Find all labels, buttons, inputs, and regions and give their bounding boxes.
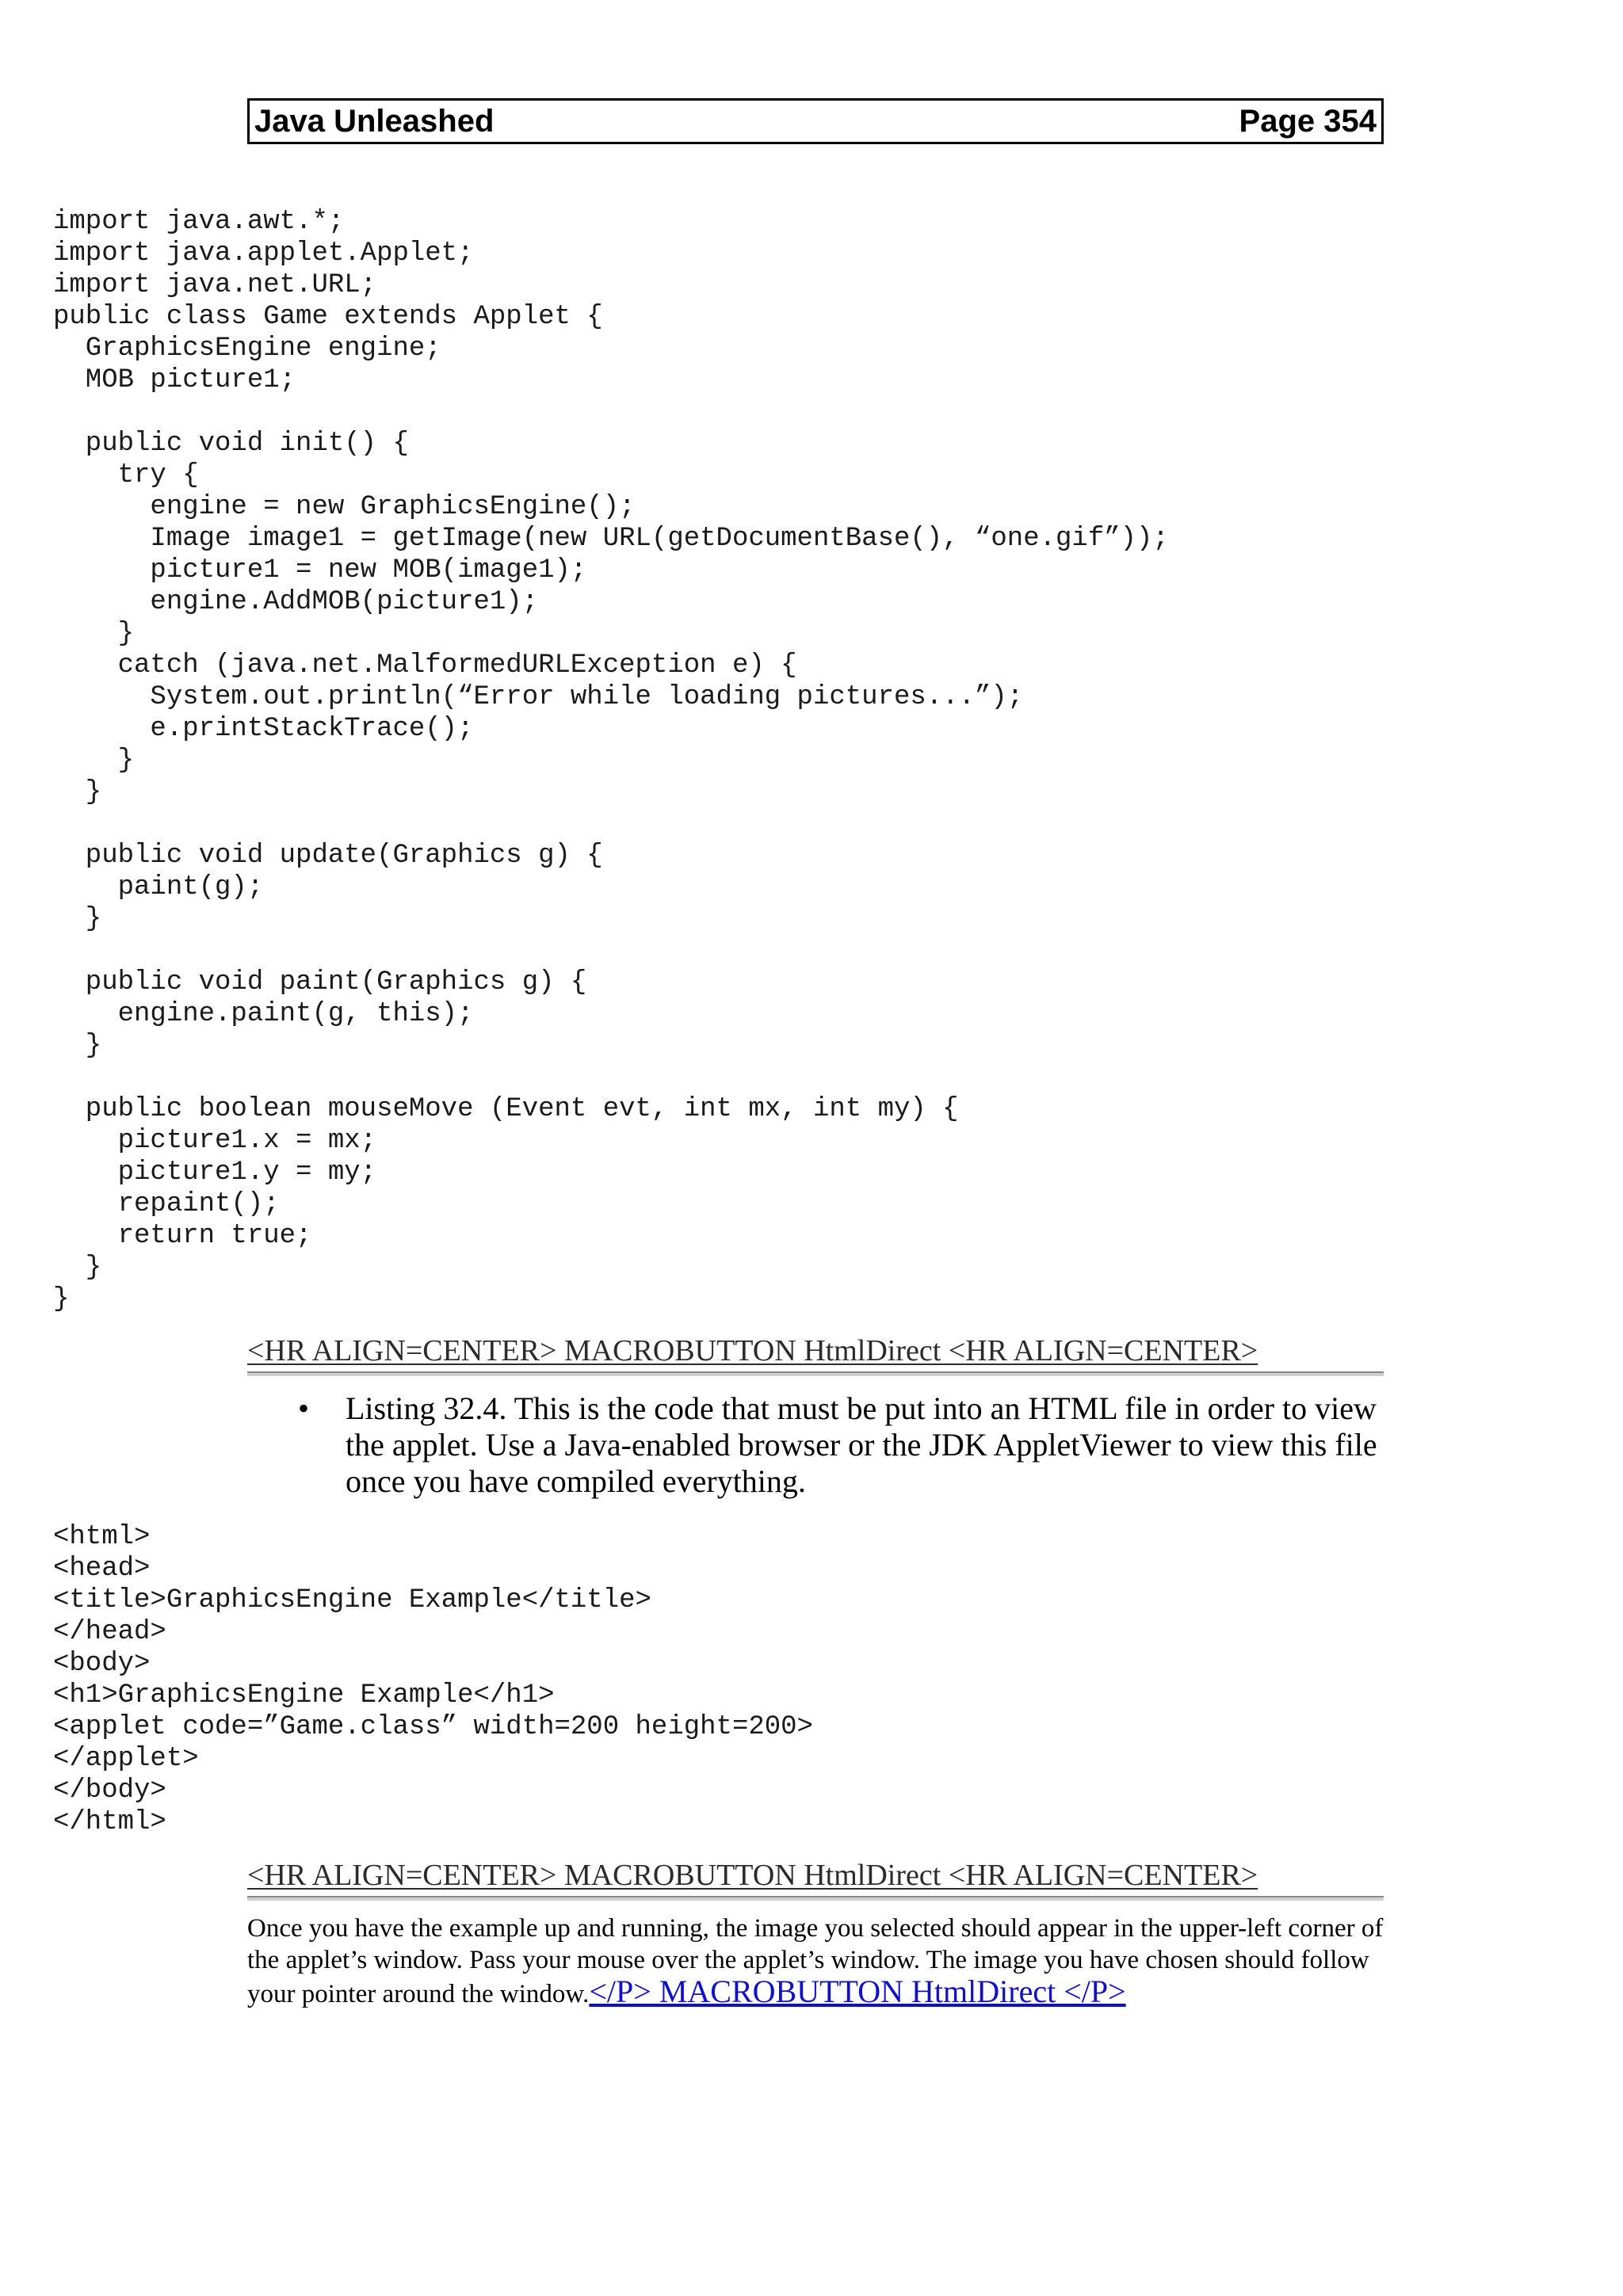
bullet-icon: •: [298, 1390, 310, 1426]
listing-caption-text: Listing 32.4. This is the code that must be put into an HTML file in order to view the applet. Use a Java-enabled browser or the JDK AppletViewer to view this file once you have compiled everything.: [346, 1390, 1377, 1499]
closing-paragraph-text: Once you have the example up and running, the image you selected should appear in the upper-left corner of the applet’s window. Pass your mouse over the applet’s window. The image you have chosen should follow your pointer around the window.: [247, 1914, 1384, 2008]
page-header: [247, 98, 1384, 144]
macrobutton-link[interactable]: </P> MACROBUTTON HtmlDirect </P>: [589, 1974, 1126, 2009]
html-code-listing: <html> <head> <title>GraphicsEngine Example</title> </head> <body> <h1>GraphicsEngine Example</h1> <applet code=”Game.class” width=200 height=200> </applet> </body> </html>: [53, 1522, 813, 1837]
hr-macrobutton-1: <HR ALIGN=CENTER> MACROBUTTON HtmlDirect <HR ALIGN=CENTER>: [247, 1333, 1384, 1373]
book-title: Java Unleashed: [254, 103, 495, 139]
java-code-listing: import java.awt.*; import java.applet.Applet; import java.net.URL; public class Game extends Applet { GraphicsEngine engine; MOB picture1; public void init() { try { engine = new GraphicsEngine(); Image image1 = getImage(new URL(getDocumentBase(), “one.gif”)); picture1 = new MOB(image1); engine.AddMOB(picture1); } catch (java.net.MalformedURLException e) { System.out.println(“Error while loading pictures...”); e.printStackTrace(); } } public void update(Graphics g) { paint(g); } public void paint(Graphics g) { engine.paint(g, this); } public boolean mouseMove (Event evt, int mx, int my) { picture1.x = mx; picture1.y = my; repaint(); return true; } }: [53, 207, 1169, 1314]
page-number: Page 354: [1239, 103, 1377, 139]
hr-macrobutton-2: <HR ALIGN=CENTER> MACROBUTTON HtmlDirect <HR ALIGN=CENTER>: [247, 1858, 1384, 1897]
listing-caption: [298, 1390, 1384, 1500]
closing-paragraph: [247, 1913, 1388, 2010]
